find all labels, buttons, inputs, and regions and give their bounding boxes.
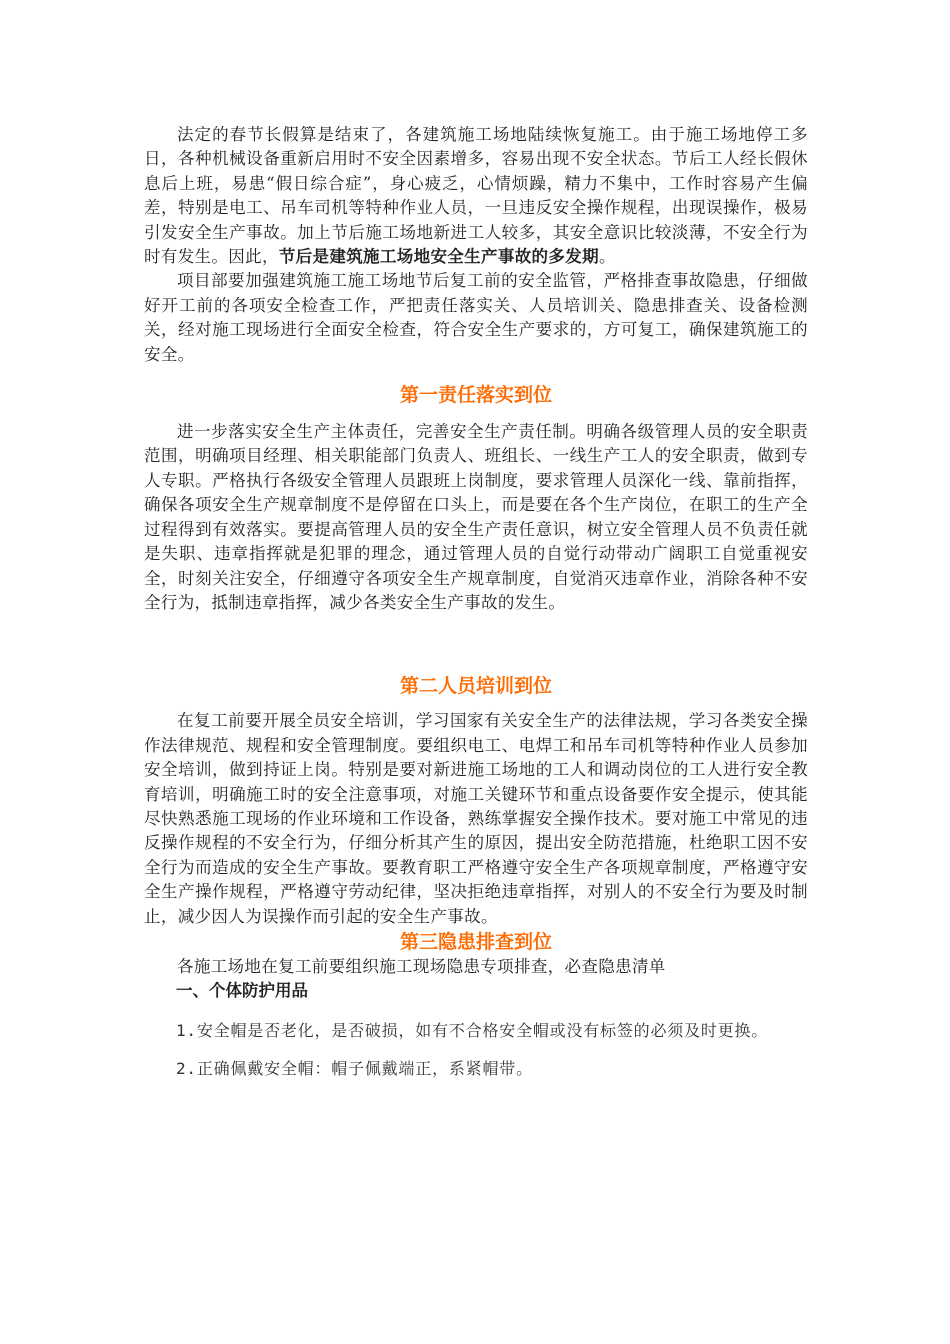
intro-paragraph-2: 项目部要加强建筑施工施工场地节后复工前的安全监管，严格排查事故隐患，仔细做好开工前的各项安全检查工作，严把责任落实关、人员培训关、隐患排查关、设备检测关，经对施工现场进行全面安全检查，符合安全生产要求的，方可复工，确保建筑施工的安全。	[144, 271, 808, 364]
document-content	[144, 0, 808, 1081]
section-3-intro: 各施工场地在复工前要组织施工现场隐患专项排查，必查隐患清单	[177, 956, 666, 976]
subsection-1-title: 一、个体防护用品	[176, 981, 308, 1001]
intro-paragraph-1-end: 。	[598, 247, 616, 267]
intro-paragraph-1-text: 法定的春节长假算是结束了，各建筑施工场地陆续恢复施工。由于施工场地停工多日，各种机械设备重新启用时不安全因素增多，容易出现不安全状态。节后工人经长假休息后上班，易患“假日综合症”，身心疲乏，心情烦躁，精力不集中，工作时容易产生偏差，特别是电工、吊车司机等特种作业人员，一旦违反安全操作规程，出现误操作，极易引发安全生产事故。加上节后施工场地新进工人较多，其安全意识比较淡薄，不安全行为时有发生。因此，	[144, 125, 808, 267]
section-1-title: 第一责任落实到位	[399, 384, 552, 407]
section-3-title: 第三隐患排查到位	[399, 930, 552, 953]
intro-paragraph-1	[144, 123, 808, 269]
section-2-title: 第二人员培训到位	[399, 675, 552, 698]
checklist-item-2: 2.正确佩戴安全帽：帽子佩戴端正，系紧帽带。	[176, 1058, 533, 1078]
section-2-body: 在复工前要开展全员安全培训，学习国家有关安全生产的法律法规，学习各类安全操作法律规范、规程和安全管理制度。要组织电工、电焊工和吊车司机等特种作业人员参加安全培训，做到持证上岗。特别是要对新进施工场地的工人和调动岗位的工人进行安全教育培训，明确施工时的安全注意事项，对施工关键环节和重点设备要作安全提示，使其能尽快熟悉施工现场的作业环境和工作设备，熟练掌握安全操作技术。要对施工中常见的违反操作规程的不安全行为，仔细分析其产生的原因，提出安全防范措施，杜绝职工因不安全行为而造成的安全生产事故。要教育职工严格遵守安全生产各项规章制度，严格遵守安全生产操作规程，严格遵守劳动纪律，坚决拒绝违章指挥，对别人的不安全行为要及时制止，减少因人为误操作而引起的安全生产事故。	[144, 711, 808, 926]
intro-paragraph-1-bold: 节后是建筑施工场地安全生产事故的多发期	[278, 247, 599, 267]
section-1-body: 进一步落实安全生产主体责任，完善安全生产责任制。明确各级管理人员的安全职责范围，明确项目经理、相关职能部门负责人、班组长、一线生产工人的安全职责，做到专人专职。严格执行各级安全管理人员跟班上岗制度，要求管理人员深化一线、靠前指挥，确保各项安全生产规章制度不是停留在口头上，而是要在各个生产岗位，在职工的生产全过程得到有效落实。要提高管理人员的安全生产责任意识，树立安全管理人员不负责任就是失职、违章指挥就是犯罪的理念，通过管理人员的自觉行动带动广阔职工自觉重视安全，时刻关注安全，仔细遵守各项安全生产规章制度，自觉消灭违章作业，消除各种不安全行为，抵制违章指挥，减少各类安全生产事故的发生。	[144, 422, 808, 612]
checklist-item-1: 1.安全帽是否老化，是否破损，如有不合格安全帽或没有标签的必须及时更换。	[176, 1021, 769, 1041]
